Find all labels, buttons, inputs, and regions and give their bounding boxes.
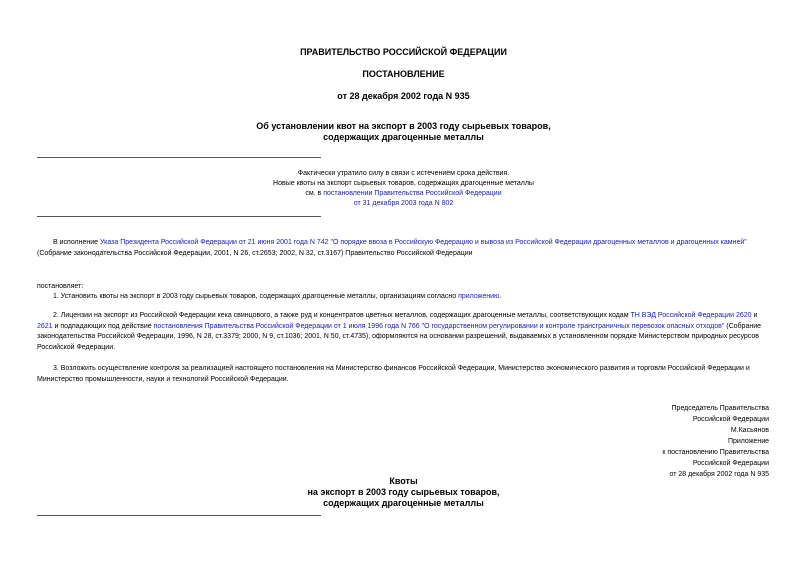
appendix-title-line-3: содержащих драгоценные металлы bbox=[323, 498, 484, 508]
signature-name: М.Касьянов bbox=[730, 427, 769, 434]
appendix-ref-line-2: к постановлению Правительства bbox=[662, 449, 769, 456]
appendix-title-line-2: на экспорт в 2003 году сырьевых товаров, bbox=[307, 487, 500, 497]
presidential-decree-link[interactable]: Указа Президента Российской Федерации от 21 июня 2001 года N 742 "О порядке ввоза в Российскую Федерацию и вывоза из Российской Федерации драгоценных металлов и драгоценных камней" bbox=[100, 239, 747, 246]
tnved-2621-link[interactable]: 2621 bbox=[37, 322, 53, 330]
signature-line-2: Российской Федерации bbox=[692, 416, 769, 423]
item-3-paragraph: 3. Возложить осуществление контроля за реализацией настоящего постановления на Министерство финансов Российской Федерации, Министерство экономического развития и торговли Российской Федерации и Министерство промышленности, науки и технологий Российской Федерации. bbox=[37, 365, 750, 383]
signature-block bbox=[569, 403, 769, 480]
document-title-line-2: содержащих драгоценные металлы bbox=[323, 132, 484, 142]
status-note-line-1: Фактически утратило силу в связи с истечением срока действия. bbox=[297, 170, 510, 177]
document-date-number: от 28 декабря 2002 года N 935 bbox=[337, 91, 470, 101]
divider-appendix bbox=[37, 515, 321, 516]
resolves-label: постановляет: bbox=[37, 283, 84, 290]
tnved-2620-link[interactable]: ТН ВЭД Российской Федерации 2620 bbox=[630, 312, 752, 319]
appendix-title bbox=[0, 476, 807, 509]
government-heading: ПРАВИТЕЛЬСТВО РОССИЙСКОЙ ФЕДЕРАЦИИ bbox=[300, 47, 507, 57]
status-note-line-3 bbox=[0, 189, 807, 199]
status-note bbox=[0, 169, 807, 209]
item-2-text-3: и подпадающих под действие bbox=[52, 322, 154, 330]
appendix-ref-line-3: Российской Федерации bbox=[692, 460, 769, 467]
status-note-prefix: см. в bbox=[305, 190, 324, 197]
new-quotas-resolution-link[interactable]: постановлении Правительства Российской Федерации bbox=[323, 190, 502, 197]
item-1-text: 1. Установить квоты на экспорт в 2003 году сырьевых товаров, содержащих драгоценные металлы, организациям согласно bbox=[53, 293, 459, 300]
divider-bottom bbox=[37, 216, 321, 217]
item-2-text-4: (Собрание законодательства Российской Федерации, 1996, N 28, ст.3379; 2000, N 9, ст.1036; 2001, N 50, ст.4735), оформляются на основании разрешений, выдаваемых в установленном порядке Министерством природных ресурсов Российской Федерации. bbox=[37, 322, 762, 351]
appendix-title-line-1: Квоты bbox=[389, 476, 418, 486]
signature-line-1: Председатель Правительства bbox=[671, 405, 769, 412]
item-2-paragraph bbox=[37, 311, 770, 353]
new-quotas-resolution-date-link[interactable]: от 31 декабря 2003 года N 802 bbox=[353, 200, 454, 207]
status-note-line-2: Новые квоты на экспорт сырьевых товаров, содержащих драгоценные металлы bbox=[273, 180, 534, 187]
preamble-paragraph bbox=[37, 238, 770, 259]
appendix-label: Приложение bbox=[727, 438, 769, 445]
item-2-text-2: и bbox=[751, 312, 758, 319]
preamble-prefix: В исполнение bbox=[53, 239, 101, 246]
preamble-suffix: (Собрание законодательства Российской Федерации, 2001, N 26, ст.2653; 2002, N 32, ст.3167) Правительство Российской Федерации bbox=[37, 249, 473, 257]
document-type: ПОСТАНОВЛЕНИЕ bbox=[362, 69, 445, 79]
divider-top bbox=[37, 157, 321, 158]
document-title-line-1: Об установлении квот на экспорт в 2003 году сырьевых товаров, bbox=[256, 121, 551, 131]
item-1-end: . bbox=[499, 293, 502, 300]
appendix-ref-line-4: от 28 декабря 2002 года N 935 bbox=[669, 471, 769, 478]
resolution-766-link[interactable]: постановления Правительства Российской Федерации от 1 июля 1996 года N 766 "О государственном регулировании и контроле трансграничных перевозок опасных отходов" bbox=[153, 322, 725, 330]
item-1-paragraph bbox=[37, 292, 770, 303]
item-2-text-1: 2. Лицензии на экспорт из Российской Федерации кека свинцового, а также руд и концентратов цветных металлов, содержащих драгоценные металлы, соответствующих кодам bbox=[53, 312, 631, 319]
status-note-line-4 bbox=[0, 199, 807, 209]
appendix-link[interactable]: приложению bbox=[458, 293, 500, 300]
